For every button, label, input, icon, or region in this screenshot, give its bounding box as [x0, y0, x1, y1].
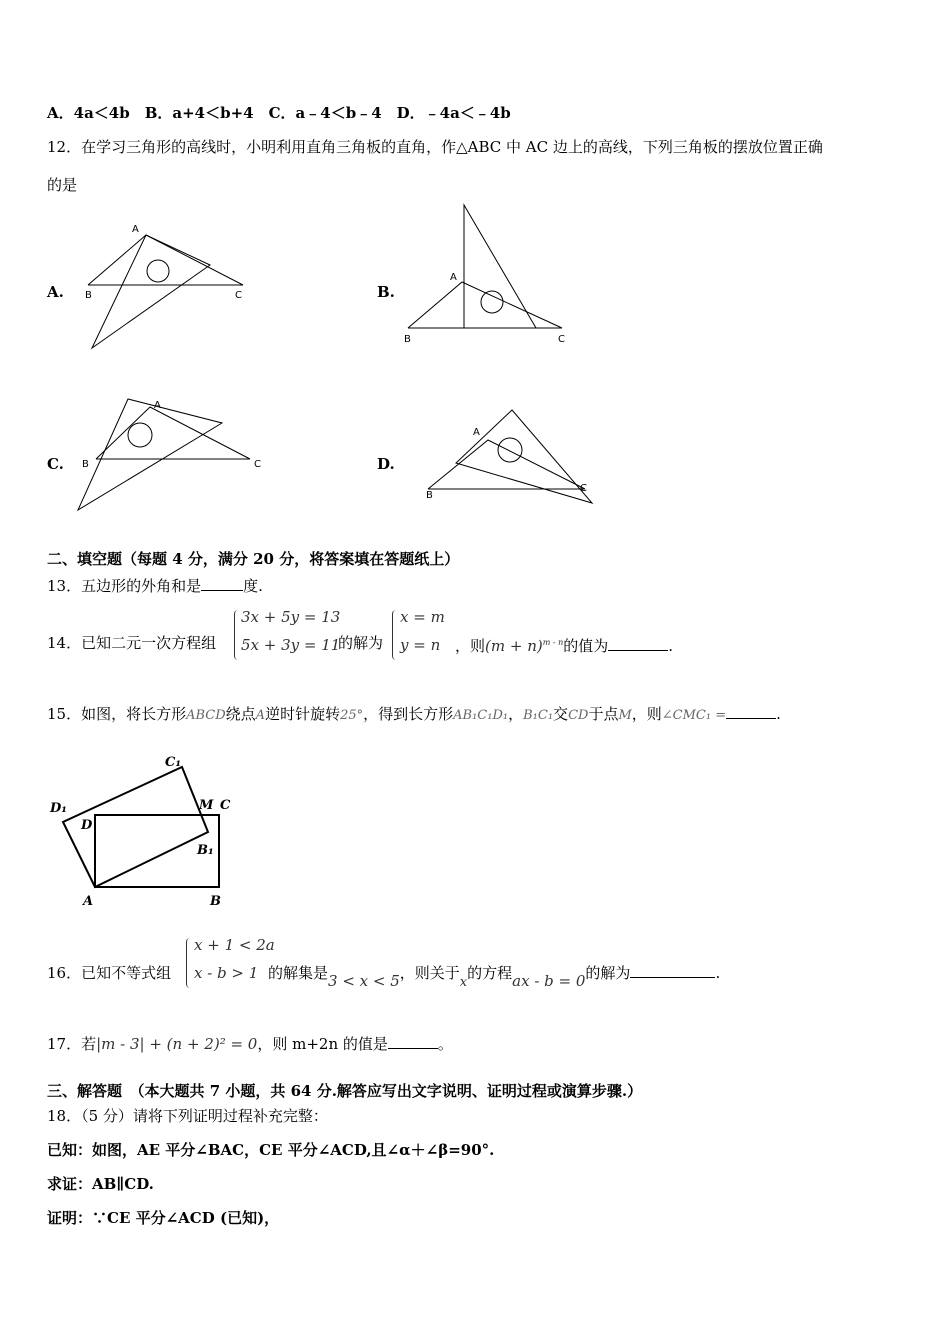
- q15-end: .: [776, 705, 781, 723]
- q15-math-b1c1: B₁C₁: [523, 708, 554, 723]
- q13-answer-blank[interactable]: [201, 576, 243, 591]
- q12-figure-d: [420, 405, 600, 510]
- q15-text-6: 交: [553, 705, 569, 723]
- q15-text-4: ，得到长方形: [363, 705, 454, 723]
- q12-option-b-label: B.: [377, 283, 395, 301]
- q16-system-brace: [186, 938, 191, 988]
- fig-b-label-b: B: [404, 334, 411, 345]
- q15-math-a: A: [255, 708, 266, 723]
- fig15-label-d1: D₁: [50, 801, 67, 816]
- q15-math-m: M: [618, 708, 632, 723]
- q15-math-cd: CD: [568, 708, 589, 723]
- q15-text-7: 于点: [588, 705, 619, 723]
- fig-c-label-a: A: [154, 400, 161, 411]
- q18-prove: 求证：AB∥CD.: [47, 1175, 154, 1193]
- fig-a-label-b: B: [85, 290, 92, 301]
- q16-post: 的解为: [585, 964, 631, 982]
- fig-b-label-c: C: [558, 334, 565, 345]
- q16-ineq2: x - b > 1: [194, 964, 259, 982]
- q15-text-8: ，则: [631, 705, 662, 723]
- q12-stem-line1: 12．在学习三角形的高线时，小明利用直角三角板的直角，作△ABC 中 AC 边上的高线，下列三角板的摆放位置正确: [47, 138, 823, 156]
- q13-line: [47, 576, 263, 596]
- fig-c-label-b: B: [82, 459, 89, 470]
- q16-lead: 16．已知不等式组: [47, 964, 172, 982]
- q11-options: A．4a＜4b B．a+4＜b+4 C．a﹣4＜b﹣4 D．﹣4a＜﹣4b: [47, 104, 511, 122]
- q14-value-text: 的值为: [563, 637, 609, 655]
- fig15-label-m: M: [199, 798, 214, 813]
- section-3-title: 三、解答题 （本大题共 7 小题，共 64 分.解答应写出文字说明、证明过程或演算步骤.）: [47, 1082, 643, 1100]
- q15-figure-rectangles: [45, 752, 245, 912]
- q17-end: 。: [437, 1035, 453, 1053]
- q15-math-ab1c1d1: AB₁C₁D₁: [453, 708, 509, 723]
- q16-range: 3 < x < 5: [328, 972, 400, 990]
- fig-d-label-b: B: [426, 490, 433, 501]
- q16-ineq1: x + 1 < 2a: [194, 936, 275, 954]
- q15-math-angle: 25°: [340, 708, 364, 723]
- q15-text-3: 逆时针旋转: [265, 705, 341, 723]
- q14-solution-brace: [392, 610, 397, 660]
- fig15-label-c: C: [220, 798, 231, 813]
- fig-b-label-a: A: [450, 272, 457, 283]
- q18-head: 18．（5 分）请将下列证明过程补充完整：: [47, 1107, 328, 1125]
- fig-a-label-c: C: [235, 290, 242, 301]
- q12-stem-line2: 的是: [47, 176, 78, 194]
- q14-answer-blank[interactable]: [608, 636, 668, 651]
- q14-eq2: 5x + 3y = 11: [241, 636, 341, 654]
- q15-math-abcd: ABCD: [186, 708, 226, 723]
- q18-given: 已知：如图，AE 平分∠BAC，CE 平分∠ACD,且∠α＋∠β=90°.: [47, 1141, 495, 1159]
- fig15-label-a: A: [83, 894, 94, 909]
- q16-equation: ax - b = 0: [512, 972, 586, 990]
- q17-pre: 17．若: [47, 1035, 97, 1053]
- q14-lead: 14．已知二元一次方程组: [47, 634, 217, 652]
- q14-exponent: m - n: [542, 638, 564, 647]
- fig-d-label-a: A: [473, 427, 480, 438]
- q14-tail: [455, 633, 673, 656]
- q17-post: ，则 m+2n 的值是: [257, 1035, 388, 1053]
- q16-answer-blank[interactable]: [630, 963, 715, 978]
- q13-unit: 度.: [243, 577, 263, 595]
- q16-end: .: [715, 964, 721, 982]
- q14-eq1: 3x + 5y = 13: [241, 608, 341, 626]
- fig15-label-b1: B₁: [197, 843, 214, 858]
- fig-d-label-c: C: [580, 483, 587, 494]
- fig-a-label-a: A: [132, 224, 139, 235]
- q15-text-2: 绕点: [225, 705, 256, 723]
- q15-math-cmc1: ∠CMC₁ =: [661, 708, 727, 723]
- q17-line: [47, 1034, 453, 1054]
- q16-eq-pre: 的方程: [467, 964, 513, 982]
- q14-sol1: x = m: [400, 608, 445, 626]
- q12-option-d-label: D.: [377, 455, 395, 473]
- fig15-label-d: D: [81, 818, 93, 833]
- section-2-title: 二、填空题（每题 4 分，满分 20 分，将答案填在答题纸上）: [47, 550, 460, 568]
- q12-option-a-label: A.: [47, 283, 64, 301]
- q15-answer-blank[interactable]: [726, 704, 776, 719]
- q16-then: ，则关于: [399, 964, 460, 982]
- q15-text-5: ，: [508, 705, 524, 723]
- q13-text: 13．五边形的外角和是: [47, 577, 202, 595]
- q16-mid: 的解集是: [268, 964, 329, 982]
- q12-figure-b: [400, 200, 580, 350]
- q16-var: x: [459, 975, 468, 990]
- q15-line: [47, 704, 781, 726]
- q12-option-c-label: C.: [47, 455, 64, 473]
- fig15-label-b: B: [210, 894, 221, 909]
- q17-expression: |m - 3| + (n + 2)² = 0: [96, 1035, 258, 1053]
- q14-solution-text: 的解为: [338, 634, 384, 652]
- q14-then: ，则: [455, 637, 486, 655]
- fig-c-label-c: C: [254, 459, 261, 470]
- q15-text-1: 15．如图，将长方形: [47, 705, 187, 723]
- q18-proof: 证明：∵CE 平分∠ACD (已知)，: [47, 1209, 280, 1227]
- fig15-label-c1: C₁: [165, 755, 182, 770]
- q14-end: .: [668, 637, 674, 655]
- q14-expression: (m + n): [485, 637, 543, 655]
- q12-figure-c: [72, 395, 262, 520]
- q12-figure-a: [80, 215, 260, 355]
- q16-tail: [268, 963, 721, 990]
- q14-sol2: y = n: [400, 636, 441, 654]
- q17-answer-blank[interactable]: [388, 1034, 438, 1049]
- q14-system-brace: [234, 610, 239, 660]
